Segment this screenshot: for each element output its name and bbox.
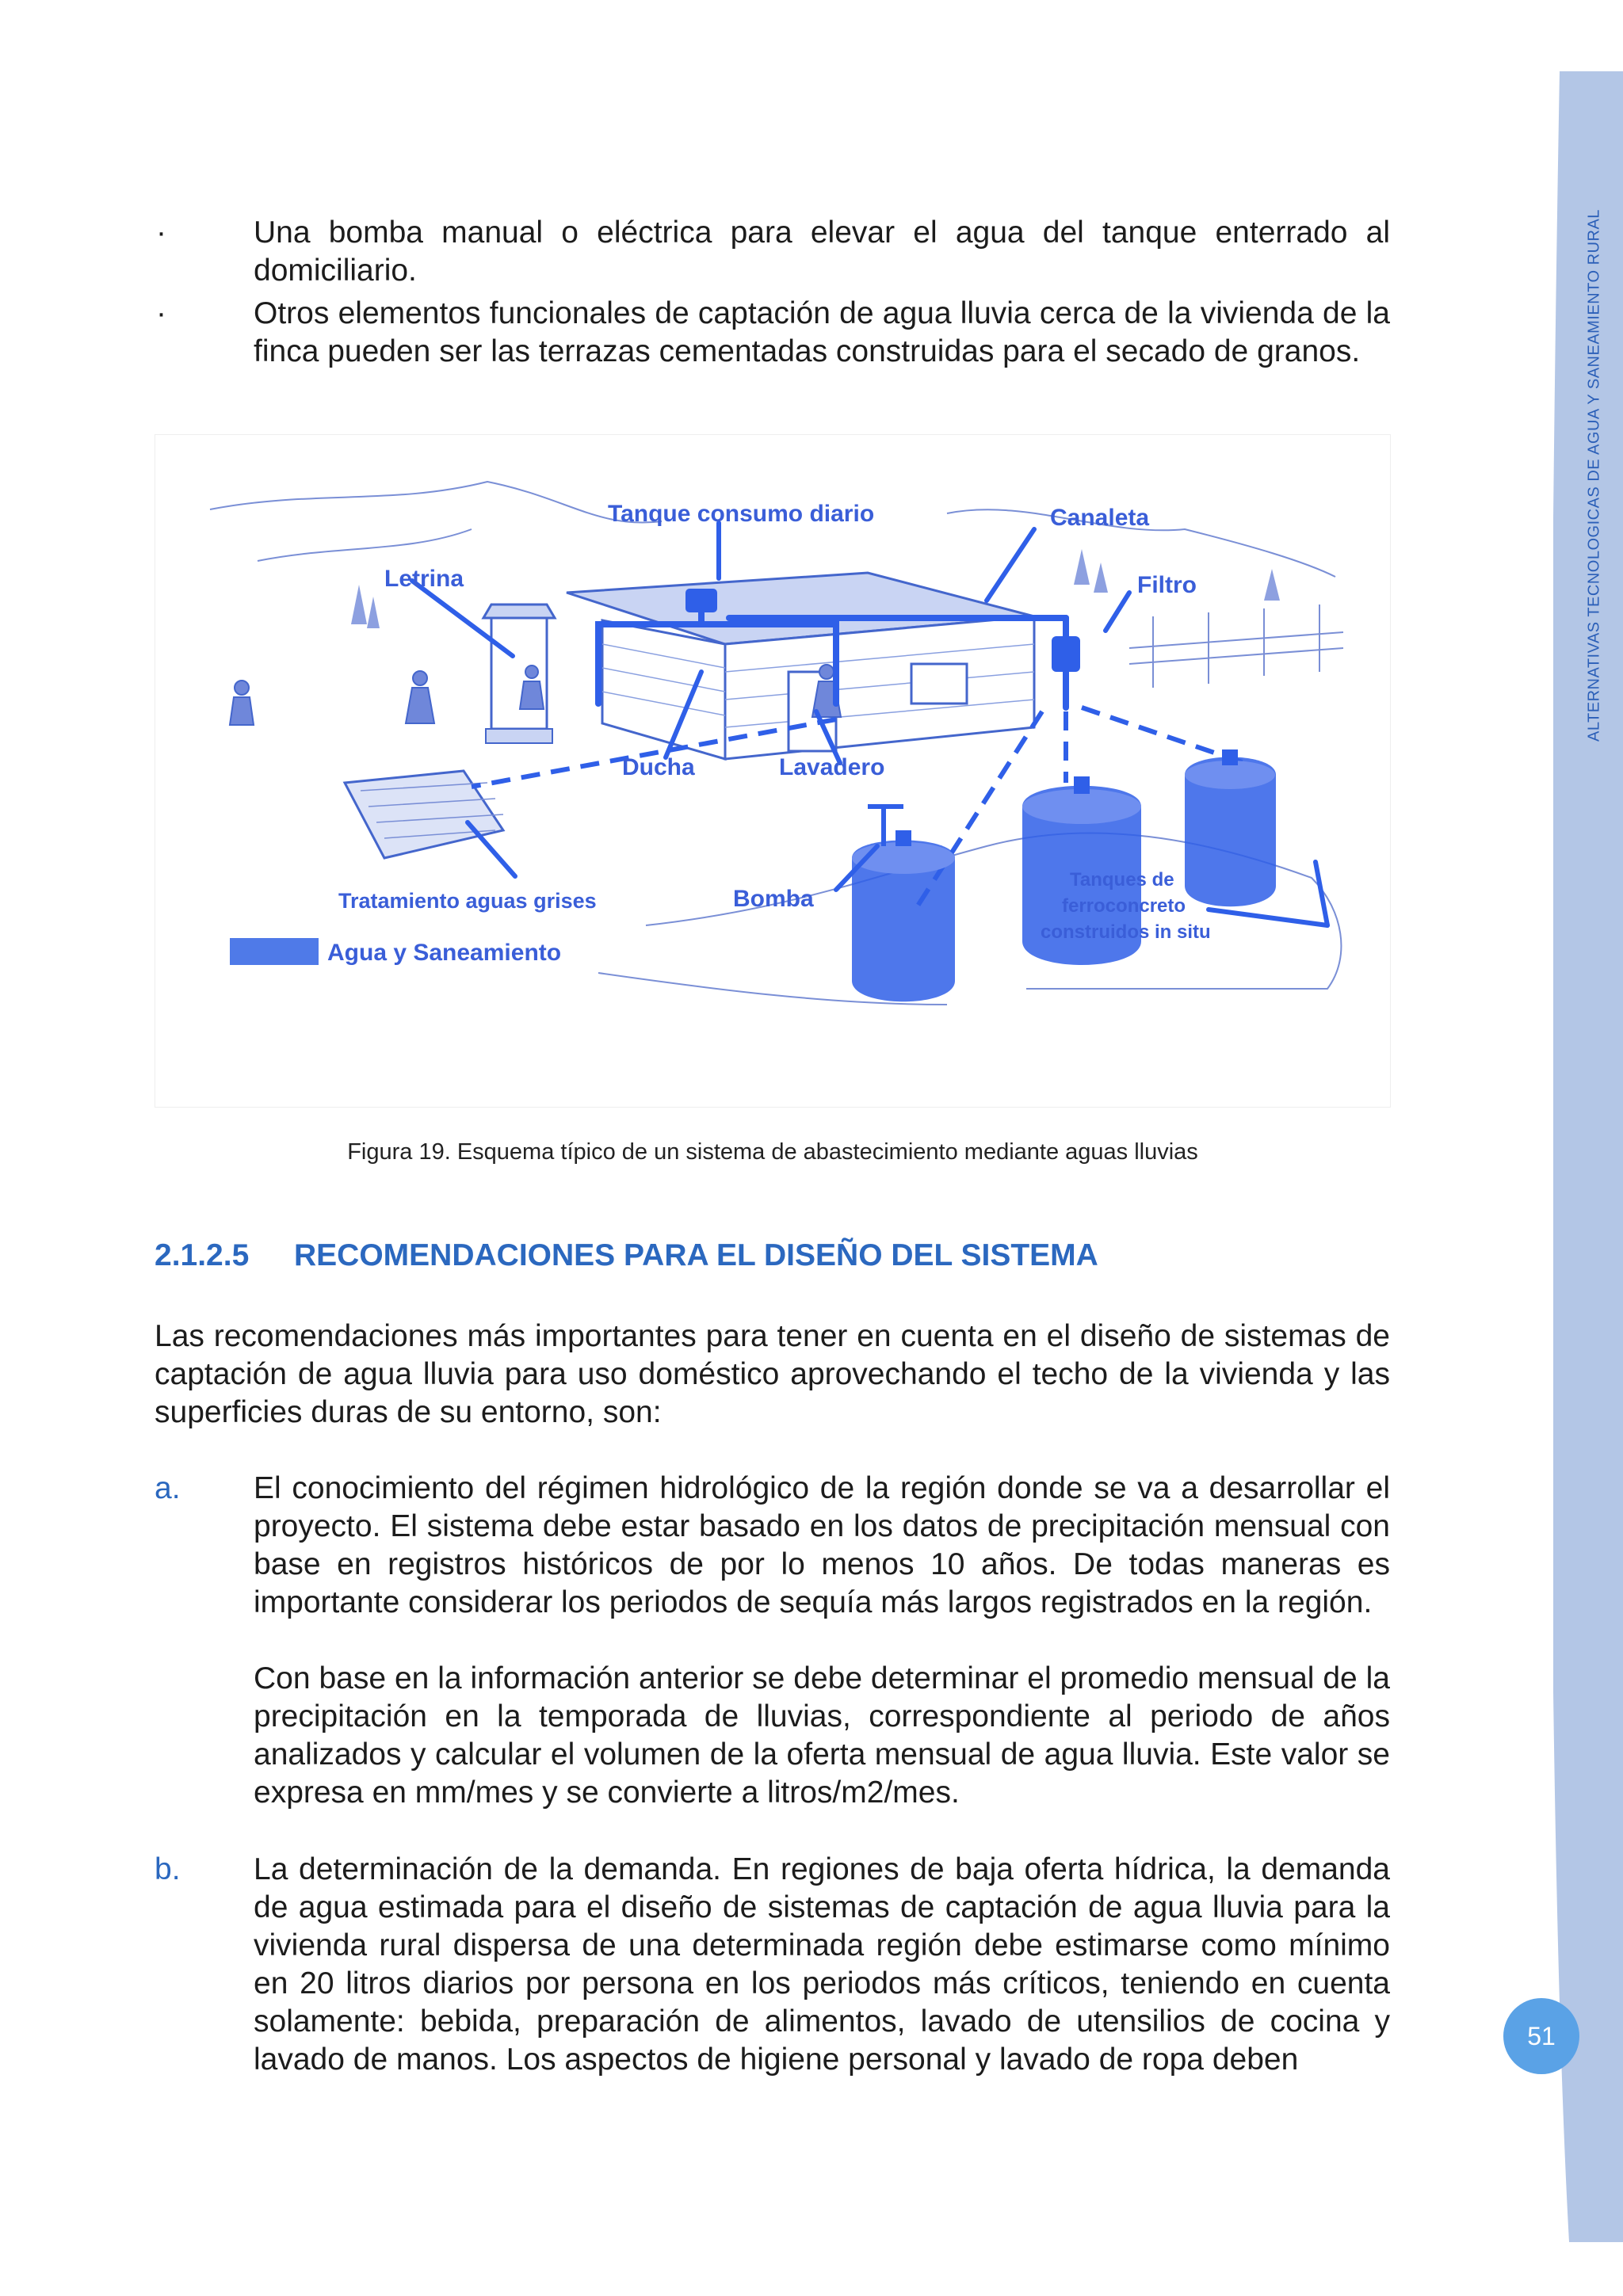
bullet-text: Otros elementos funcionales de captación de agua lluvia cerca de la vivienda de la finca pueden ser las terrazas cementadas construidas para el secado de granos. <box>254 296 1390 368</box>
item-marker-b: b. <box>155 1852 181 1886</box>
label-bomba: Bomba <box>733 886 814 912</box>
item-marker-a: a. <box>155 1471 181 1505</box>
bullet-marker: · <box>156 296 166 330</box>
label-lavadero: Lavadero <box>779 754 885 780</box>
legend-swatch <box>230 938 319 965</box>
side-running-title: ALTERNATIVAS TECNOLOGICAS DE AGUA Y SANEAMIENTO RURAL <box>1585 209 1603 742</box>
label-tanques-2: ferroconcreto <box>1062 895 1186 917</box>
label-ducha: Ducha <box>622 754 695 780</box>
bullet-text: Una bomba manual o eléctrica para elevar el agua del tanque enterrado al domiciliario. <box>254 215 1390 288</box>
section-number: 2.1.2.5 <box>155 1238 250 1272</box>
item-a-text: El conocimiento del régimen hidrológico de la región donde se va a desarrollar el proyecto. El sistema debe estar basado en los datos de precipitación mensual con base en registros históricos de por lo menos 10 años. De todas maneras es importante considerar los periodos de sequía más largos registrados en la región. <box>254 1471 1390 1619</box>
label-canaleta: Canaleta <box>1050 505 1150 531</box>
legend-label: Agua y Saneamiento <box>327 940 562 966</box>
section-heading <box>155 1238 1098 1273</box>
label-tanque-consumo: Tanque consumo diario <box>608 501 875 527</box>
bullet-marker: · <box>156 215 166 250</box>
label-tanques-1: Tanques de <box>1070 869 1174 891</box>
label-tratamiento: Tratamiento aguas grises <box>338 889 597 913</box>
label-tanques-3: construidos in situ <box>1041 921 1211 943</box>
intro-paragraph: Las recomendaciones más importantes para tener en cuenta en el diseño de sistemas de captación de agua lluvia para uso doméstico aprovechando el techo de la vivienda y las superficies duras de su entorno, son: <box>155 1319 1390 1429</box>
label-filtro: Filtro <box>1137 572 1197 598</box>
figure-rainwater-system <box>155 434 1391 1108</box>
page-number: 51 <box>1503 1998 1579 2074</box>
item-a-continuation: Con base en la información anterior se debe determinar el promedio mensual de la precipitación en la temporada de lluvias, correspondiente al periodo de años analizados y calcular el volumen de la oferta mensual de agua lluvia. Este valor se expresa en mm/mes y se convierte a litros/m2/mes. <box>254 1661 1390 1810</box>
item-b-text: La determinación de la demanda. En regiones de baja oferta hídrica, la demanda de agua estimada para el diseño de sistemas de captación de agua lluvia para la vivienda rural dispersa de una determinada región debe estimarse como mínimo en 20 litros diarios por persona en los periodos más críticos, teniendo en cuenta solamente: bebida, preparación de alimentos, lavado de utensilios de cocina y lavado de manos. Los aspectos de higiene personal y lavado de ropa deben <box>254 1852 1390 2077</box>
label-letrina: Letrina <box>384 566 464 592</box>
figure-caption: Figura 19. Esquema típico de un sistema de abastecimiento mediante aguas lluvias <box>347 1139 1198 1165</box>
section-title: RECOMENDACIONES PARA EL DISEÑO DEL SISTEMA <box>294 1238 1098 1272</box>
